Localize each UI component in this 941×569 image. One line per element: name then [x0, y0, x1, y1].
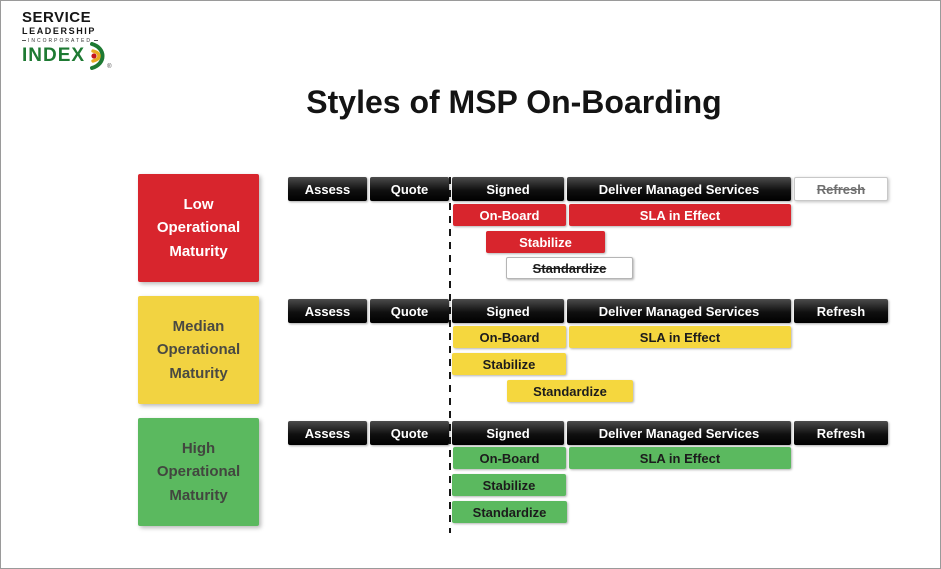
maturity-box-median: Median Operational Maturity [138, 296, 259, 404]
logo-rule-left [22, 40, 26, 41]
logo-leadership-text: LEADERSHIP [22, 25, 97, 36]
timeline-segment-quote: Quote [370, 299, 449, 323]
timeline-segment-refresh-crossed: Refresh [794, 177, 888, 201]
phase-bar-sla-in-effect: SLA in Effect [569, 447, 791, 469]
phase-bar-standardize-crossed: Standardize [506, 257, 633, 279]
page-title: Styles of MSP On-Boarding [306, 84, 722, 120]
timeline-median [288, 299, 888, 323]
maturity-box-low: Low Operational Maturity [138, 174, 259, 282]
timeline-segment-quote: Quote [370, 177, 449, 201]
timeline-segment-refresh: Refresh [794, 421, 888, 445]
registered-trademark-icon: ® [107, 63, 112, 70]
timeline-segment-quote: Quote [370, 421, 449, 445]
timeline-segment-signed: Signed [452, 177, 564, 201]
phase-bar-sla-in-effect: SLA in Effect [569, 204, 791, 226]
timeline-segment-signed: Signed [452, 421, 564, 445]
maturity-box-high: High Operational Maturity [138, 418, 259, 526]
phase-bar-stabilize: Stabilize [452, 353, 566, 375]
phase-bar-onboard: On-Board [453, 204, 566, 226]
timeline-segment-deliver: Deliver Managed Services [567, 421, 791, 445]
timeline-segment-assess: Assess [288, 421, 367, 445]
logo-index-wordmark: INDEX [22, 44, 86, 66]
timeline-segment-assess: Assess [288, 299, 367, 323]
phase-bar-standardize: Standardize [452, 501, 567, 523]
timeline-segment-signed: Signed [452, 299, 564, 323]
timeline-segment-deliver: Deliver Managed Services [567, 299, 791, 323]
phase-bar-standardize: Standardize [507, 380, 633, 402]
timeline-segment-deliver: Deliver Managed Services [567, 177, 791, 201]
phase-bar-stabilize: Stabilize [452, 474, 566, 496]
signed-milestone-dashed-line [449, 177, 451, 533]
phase-bar-onboard: On-Board [453, 447, 566, 469]
timeline-high [288, 421, 888, 445]
phase-bar-stabilize: Stabilize [486, 231, 605, 253]
logo-service-text: SERVICE [22, 9, 92, 26]
logo-swoosh-icon [87, 42, 112, 70]
logo-incorporated-text: INCORPORATED [22, 38, 98, 44]
phase-bar-sla-in-effect: SLA in Effect [569, 326, 791, 348]
timeline-segment-refresh: Refresh [794, 299, 888, 323]
timeline-segment-assess: Assess [288, 177, 367, 201]
phase-bar-onboard: On-Board [453, 326, 566, 348]
service-leadership-logo [22, 10, 132, 70]
timeline-low [288, 177, 888, 201]
